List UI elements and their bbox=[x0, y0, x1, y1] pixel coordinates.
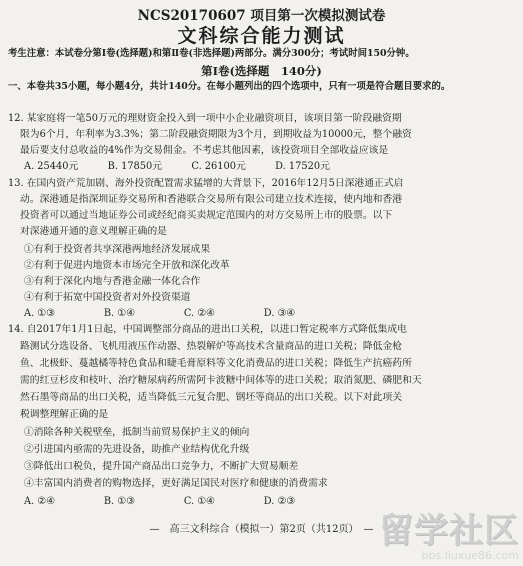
q13-item: ④有利于拓宽中国投资者对外投资渠道 bbox=[24, 292, 191, 303]
q14-line: 需的红豆杉皮和枝叶、治疗糖尿病药所需阿卡波糖中间体等的进口关税；取消氮肥、磷肥和天 bbox=[20, 375, 422, 386]
q13-line: 13. 在国内资产荒加剧、海外投资配置需求猛增的大背景下，2016年12月5日深港通正式启 bbox=[8, 178, 404, 189]
q14-line: 路测试分选设备、飞机用液压作动器、热裂解炉等高技术含量商品的进口关税；降低金枪 bbox=[20, 341, 403, 352]
exam-main-title: 文科综合能力测试 bbox=[177, 25, 346, 47]
q13-item: ③有利于深化内地与香港金融一体化合作 bbox=[24, 276, 201, 287]
watermark-brand: 留学社区 bbox=[379, 511, 519, 551]
q13-item: ①有利于投资者共享深港两地经济发展成果 bbox=[24, 244, 211, 255]
q13-item: ②有利于促进内地资本市场完全开放和深化改革 bbox=[24, 260, 230, 271]
watermark bbox=[379, 512, 519, 562]
q14-item: ②引进国内亟需的先进设备，助推产业结构优化升级 bbox=[24, 444, 250, 455]
q14-line: 14. 自2017年1月1日起，中国调整部分商品的进出口关税，以进口暂定税率方式降低集成电 bbox=[8, 324, 407, 335]
q14-item: ③降低出口税负，提升国产商品出口竞争力，不断扩大贸易顺差 bbox=[24, 461, 299, 472]
q13-line: 投资者可以通过当地证券公司或经纪商买卖规定范围内的对方交易所上市的股票。以下 bbox=[20, 210, 393, 221]
q14-item: ①消除各种关税壁垒，抵制当前贸易保护主义的倾向 bbox=[24, 427, 250, 438]
q13-line: 对深港通开通的意义理解正确的是 bbox=[20, 226, 167, 237]
q14-line: 鱼、北极虾、蔓越橘等特色食品和睫毛膏原料等文化消费品的进口关税；降低生产抗癌药所 bbox=[20, 358, 412, 369]
q12-line: 12. 某家庭将一笔50万元的理财资金投入到一项中小企业融资项目，该项目第一阶段融资期 bbox=[8, 113, 402, 124]
q14-line: 税调整理解正确的是 bbox=[20, 409, 109, 420]
page-footer: — 高三文科综合（模拟一）第2页（共12页） — bbox=[149, 524, 374, 535]
q13-line: 动。深港通是指深圳证券交易所和香港联合交易所有限公司建立技术连接，使内地和香港 bbox=[20, 194, 403, 205]
q12-line: 最后要支付总收益的4%作为交易佣金。不考虑其他因素，该投资项目全部收益应该是 bbox=[20, 145, 389, 156]
q14-line: 然石墨等商品的出口关税，适当降低三元复合肥、钢坯等商品的出口关税。以下对此项关 bbox=[20, 392, 403, 403]
section-instruction: 一、本卷共35小题，每小题4分，共计140分。在每小题列出的四个选项中，只有一项是符合题目要求的。 bbox=[8, 81, 451, 92]
exam-code-title: NCS20170607 项目第一次模拟测试卷 bbox=[137, 8, 386, 24]
q13-options: A. ①③ B. ①④ C. ②④ D. ③④ bbox=[24, 308, 296, 319]
q12-line: 限为6个月，年利率为3.3%；第二阶段融资期限为3个月，到期收益为10000元，整个融资 bbox=[20, 129, 412, 140]
q12-options: A. 25440元 B. 17850元 C. 26100元 D. 17520元 bbox=[24, 161, 330, 172]
watermark-url: bbs.liuxue86.com bbox=[421, 549, 519, 562]
q14-options: A. ②④ B. ①③ C. ①④ D. ②③ bbox=[24, 496, 296, 507]
section-title: 第Ⅰ卷(选择题 140分) bbox=[201, 64, 322, 78]
q14-item: ④丰富国内消费者的购物选择，更好满足国民对医疗和健康的消费需求 bbox=[24, 478, 328, 489]
exam-notice: 考生注意：本试卷分第Ⅰ卷(选择题)和第Ⅱ卷(非选择题)两部分。满分300分；考试时间150分钟。 bbox=[8, 48, 415, 59]
